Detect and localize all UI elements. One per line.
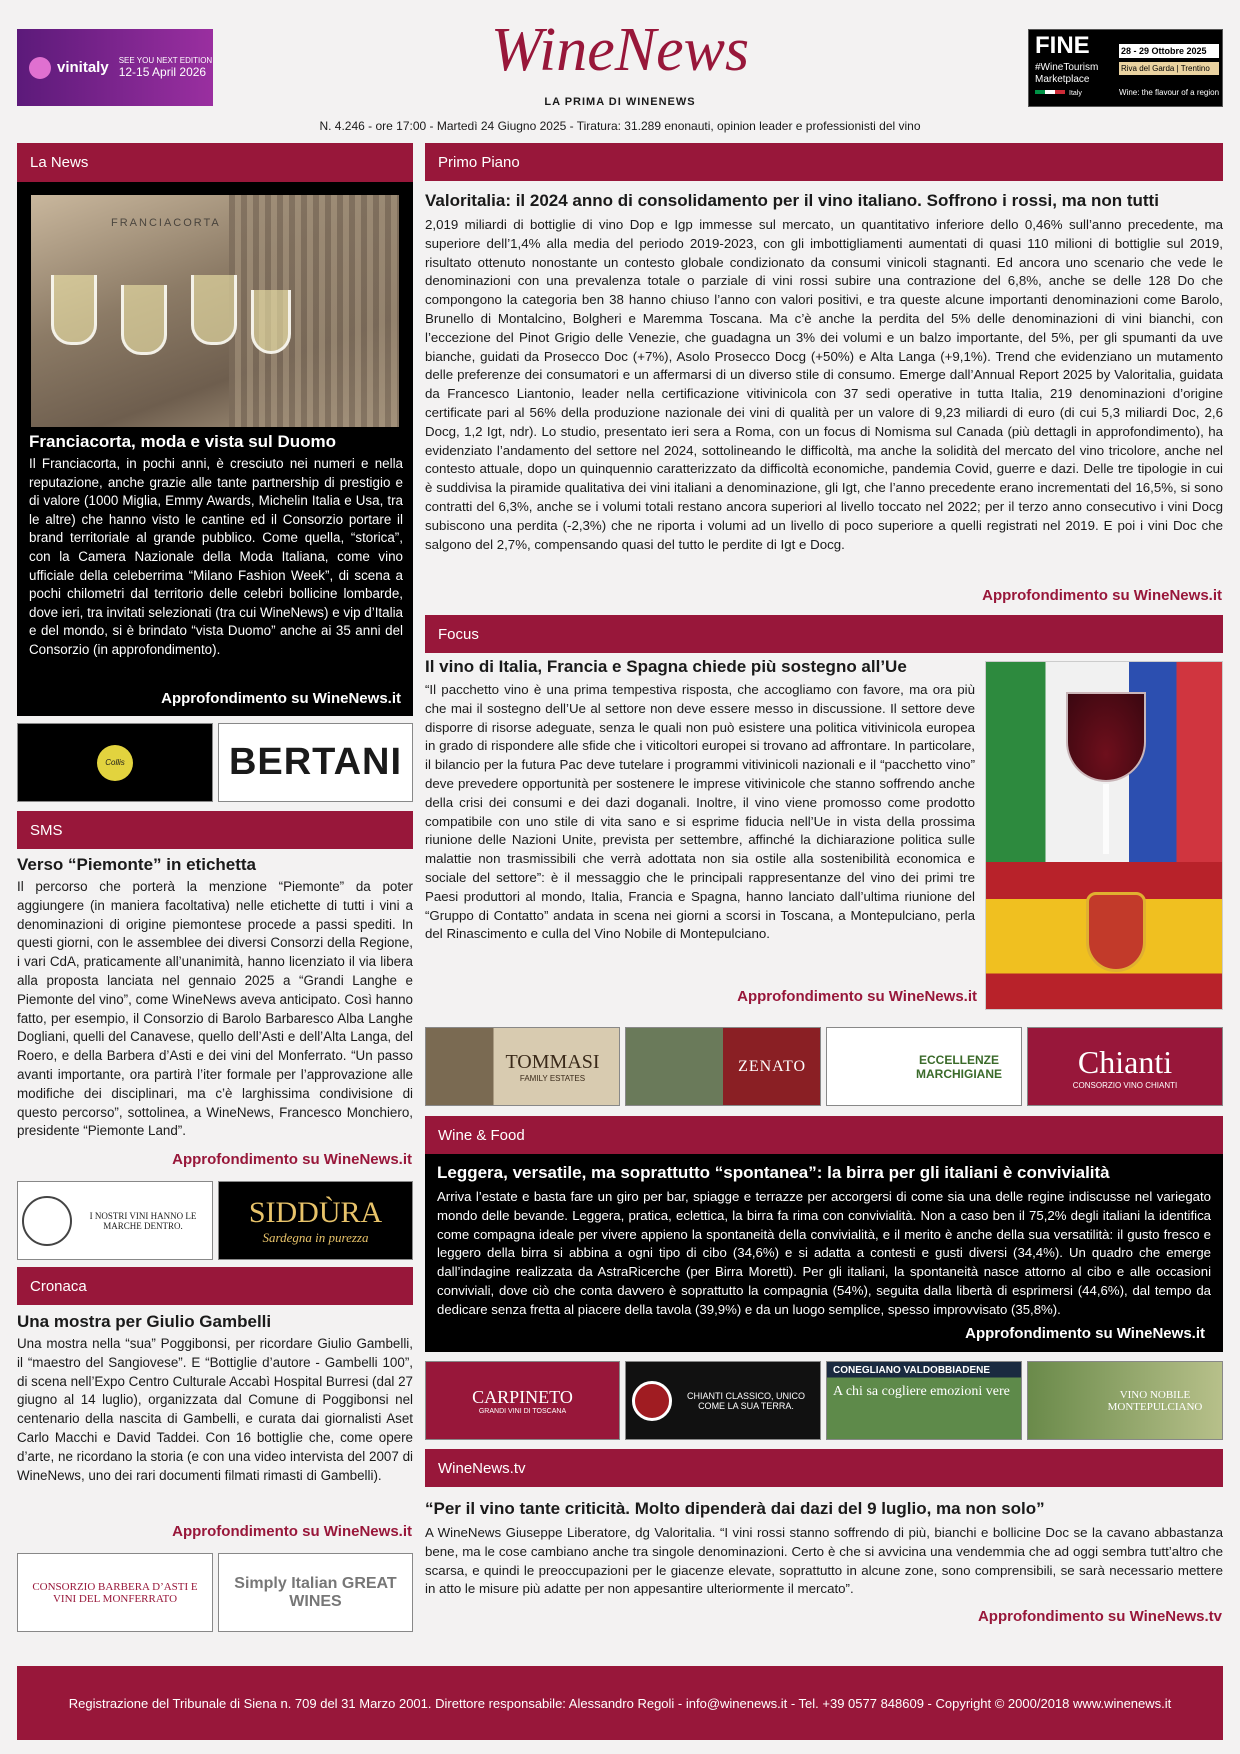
section-bar-winenews-tv — [425, 1449, 1223, 1487]
sms-title[interactable]: Verso “Piemonte” in etichetta — [17, 855, 257, 874]
wine-food-link[interactable]: Approfondimento su WineNews.it — [965, 1325, 1205, 1342]
primo-piano-link[interactable]: Approfondimento su WineNews.it — [982, 587, 1222, 604]
black-rooster-icon — [632, 1381, 672, 1421]
collis-logo-icon — [97, 745, 133, 781]
vinitaly-brand: vinitaly — [57, 59, 109, 76]
siddura-label: SIDDÙRA — [248, 1195, 383, 1229]
focus-image[interactable] — [985, 661, 1223, 1010]
ad-barbera[interactable] — [17, 1553, 213, 1632]
chianti-label: Chianti — [1077, 1043, 1173, 1080]
wine-food-title[interactable]: Leggera, versatile, ma soprattutto “spontanea”: la birra per gli italiani è convivialità — [437, 1163, 1110, 1182]
vinitaly-line1: SEE YOU NEXT EDITION — [118, 56, 213, 65]
wine-glasses — [41, 255, 301, 405]
section-bar-cronaca — [17, 1267, 413, 1305]
collis-label: Collis — [105, 758, 125, 767]
ad-bertani[interactable] — [218, 723, 413, 802]
tagline: LA PRIMA DI WINENEWS — [544, 96, 696, 108]
image-watermark: FRANCIACORTA — [111, 217, 221, 229]
spain-crest-icon — [1086, 892, 1146, 972]
ad-chianti-classico[interactable] — [625, 1361, 821, 1440]
wine-glass-icon — [1066, 692, 1146, 782]
focus-link[interactable]: Approfondimento su WineNews.it — [737, 988, 977, 1005]
focus-body: “Il pacchetto vino è una prima tempestiva risposta, che accogliamo con favore, ma ora più che mai il sostegno dell’Ue al settore non deve essere messo in discussione. Il settore deve disporre di risorse adeguate, senza le quali non può esistere una politica vitivinicola europea in grado di rispondere alle sfide che i viticoltori europei si trovano ad affrontare. In particolare, il bilancio per la futura Pac deve tutelare i programmi vitivinicoli nazionali e il “pacchetto vino” deve prevedere opportunità per sostenere le imprese vitivinicole che stanno soffrendo anche della crisi dei consumi e dei dazi doganali. Inoltre, il vino viene promosso come prodotto compatibile con uno stile di vita sano e si esprime fiducia nell’Ue in vista della prossima riunione delle Nazioni Unite, prevista per settembre, affinché la dichiarazione politica sulle malattie non trasmissibili che verrà adottata non sia ostile alla sostenibilità economica e sociale del settore”: è il messaggio che le principali rappresentanze del vino dei primi tre Paesi produttori al mondo, Italia, Francia e Spagna, hanno lanciato dall’ultima riunione del “Gruppo di Contatto” andata in scena nei giorni a scorsi in Toscana, a Montepulciano, perla del Rinascimento e culla del Vino Nobile di Montepulciano. — [425, 682, 975, 942]
site-logo[interactable] — [420, 14, 820, 94]
footer-text: Registrazione del Tribunale di Siena n. 709 del 31 Marzo 2001. Direttore responsabile: Alessandro Regoli - info@winenews.it - Tel. +39 0577 848609 - Copyright © 2000/2018 www.winenews.it — [68, 1695, 1172, 1711]
bertani-label: BERTANI — [228, 741, 403, 783]
issue-line: N. 4.246 - ore 17:00 - Martedì 24 Giugno 2025 - Tiratura: 31.289 enonauti, opinion leader e professionisti del vino — [319, 119, 921, 133]
simply-label: Simply Italian GREAT WINES — [234, 1574, 397, 1610]
focus-title[interactable]: Il vino di Italia, Francia e Spagna chiede più sostegno all’Ue — [425, 657, 907, 676]
ad-marchigiane[interactable] — [826, 1027, 1022, 1106]
marche-seal-icon — [22, 1196, 72, 1246]
winenews-tv-title[interactable]: “Per il vino tante criticità. Molto dipenderà dai dazi del 9 luglio, ma non solo” — [425, 1499, 1045, 1518]
siddura-sub: Sardegna in purezza — [262, 1229, 369, 1245]
vinitaly-ad[interactable] — [17, 29, 213, 106]
cronaca-title[interactable]: Una mostra per Giulio Gambelli — [17, 1312, 272, 1331]
primo-piano-title[interactable]: Valoritalia: il 2024 anno di consolidamento per il vino italiano. Soffrono i rossi, ma non tutti — [425, 191, 1159, 210]
zenato-label: ZENATO — [738, 1057, 806, 1075]
fine-place: Riva del Garda | Trentino — [1119, 62, 1219, 75]
section-bar-primo-piano — [425, 143, 1223, 181]
section-bar-wine-food — [425, 1116, 1223, 1154]
cronaca-link[interactable]: Approfondimento su WineNews.it — [172, 1523, 412, 1540]
fine-dates: 28 - 29 Ottobre 2025 — [1119, 44, 1219, 58]
section-label: La News — [30, 154, 89, 171]
section-label: Focus — [438, 625, 479, 643]
section-label: Cronaca — [30, 1277, 87, 1295]
la-news-link[interactable]: Approfondimento su WineNews.it — [161, 690, 401, 707]
ad-marche[interactable] — [17, 1181, 213, 1260]
conegliano-sub: A chi sa cogliere emozioni vere — [833, 1384, 1010, 1399]
marchigiane-label: ECCELLENZE MARCHIGIANE — [916, 1052, 1002, 1081]
ad-chianti[interactable] — [1027, 1027, 1223, 1106]
la-news-box — [17, 182, 413, 716]
carpineto-sub: GRANDI VINI DI TOSCANA — [478, 1407, 567, 1415]
cronaca-body: Una mostra nella “sua” Poggibonsi, per ricordare Giulio Gambelli, il “maestro del Sangiovese”. E “Bottiglie d’autore - Gambelli 100”, di scena nell’Expo Centro Culturale Accabì Hospital Burresi (dal 27 giugno al 14 luglio), organizzata dal Comune di Poggibonsi nel centenario della nascita di Gambelli, e curata dai giornalisti Aset Carlo Macchi e David Taddei. Con 16 bottiglie che, come opere d’arte, ne ricordano la storia (e con una video intervista del 2007 di WineNews, uno dei rari documenti filmati rimasti di Gambelli). — [17, 1336, 413, 1483]
sms-body: Il percorso che porterà la menzione “Piemonte” da poter aggiungere (in maniera facoltativa) nelle etichette di tutti i vini a denominazioni di origine piemontese procede a passi spediti. In questi giorni, con le assemblee dei diversi Consorzi della Regione, i vari CdA, praticamente all’unanimità, hanno licenziato il via libera alla proposta lanciata nel gennaio 2025 a “Grandi Langhe e Piemonte del vino”, come WineNews aveva anticipato. Così hanno fatto, per esempio, il Consorzio di Barolo Barbaresco Alba Langhe Dogliani, quelli del Canavese, quello dell’Asti e dell’Alta Langa, del Roero, e della Barbera d’Asti e dei vini del Monferrato. “Un passo avanti importante, ora partirà l’iter formale per l’approvazione alle modifiche dei disciplinari, ma c’è larghissima condivisione di questo percorso”, sottolinea, a WineNews, Francesco Monchiero, presidente “Piemonte Land”. — [17, 879, 413, 1139]
chianti-classico-label: CHIANTI CLASSICO, UNICO COME LA SUA TERRA. — [686, 1390, 805, 1411]
winenews-tv-link[interactable]: Approfondimento su WineNews.tv — [977, 1608, 1222, 1625]
vinitaly-line2: 12-15 April 2026 — [118, 65, 207, 79]
tommasi-label: TOMMASI — [505, 1050, 600, 1073]
carpineto-label: CARPINETO — [472, 1386, 573, 1407]
wine-food-box — [425, 1154, 1223, 1352]
la-news-body: Il Franciacorta, in pochi anni, è cresciuto nei numeri e nella reputazione, anche grazie alle tante partnership di prestigio e di valore (1000 Miglia, Emmy Awards, Michelin Italia e Usa, tra le altre) che hanno visto le cantine ed il Consorzio portare il brand territoriale al grande pubblico. Come quella, “storica”, con la Camera Nazionale della Moda Italiana, come vino ufficiale della celeberrima “Milano Fashion Week”, di scena a pochi chilometri dal territorio delle celebri bollicine lombarde, dove ieri, tra invitati selezionati (tra cui WineNews) e vip d’Italia e del mondo, si è brindato “vista Duomo” anche ai 35 anni del Consorzio (in approfondimento). — [29, 456, 403, 657]
section-label: Primo Piano — [438, 153, 520, 171]
section-bar-la-news — [17, 143, 413, 182]
fine-brand: FINE — [1035, 32, 1090, 59]
section-label: SMS — [30, 821, 63, 839]
section-bar-focus — [425, 615, 1223, 653]
wine-food-body: Arriva l’estate e basta fare un giro per bar, spiagge e terrazze per accorgersi di come sia una delle regine indiscusse nel variegato mondo delle bevande. Leggera, pratica, eclettica, la birra fa rima con convivialità. Non a caso ben il 75,2% degli italiani la identifica come compagna ideale per vivere appieno la spontaneità della convivialità, e il merito è anche della sua versatilità: il gusto fresco e leggero della birra si abbina a ogni tipo di cibo (34,6%) e si adatta a contesti e gusti diversi (34,4%). Un quadro che emerge dall’indagine realizzata da AstraRicerche (per Birra Moretti). Per gli italiani, la spontaneità nasce attorno al cibo e alle occasioni conviviali, dove ciò che conta davvero è soprattutto la compagnia (54%), seguita dalla libertà di esprimersi (44,6%), dal tempo da dedicare senza fretta al piacere della tavola (39,9%) e da un luogo semplice, spesso improvvisato (35,8%). — [437, 1189, 1211, 1317]
marche-label: I NOSTRI VINI HANNO LE MARCHE DENTRO. — [89, 1210, 197, 1231]
vinitaly-logo-icon — [29, 57, 51, 79]
logo-text: WineNews — [490, 16, 750, 84]
chianti-sub: CONSORZIO VINO CHIANTI — [1072, 1080, 1178, 1090]
wine-glass-stem — [1103, 784, 1109, 854]
fine-flag-icon — [1035, 90, 1065, 94]
vino-nobile-label: VINO NOBILE MONTEPULCIANO — [1107, 1388, 1203, 1413]
tommasi-sub: FAMILY ESTATES — [519, 1073, 586, 1083]
winenews-tv-body: A WineNews Giuseppe Liberatore, dg Valoritalia. “I vini rossi stanno soffrendo di più, bianchi e bollicine Doc se la cavano abbastanza bene, ma le cose cambiano anche tra singole denominazioni. Certo è che si avvicina una vendemmia che ad oggi sembra tutt’altro che scarsa, e quindi le preoccupazioni per le giacenze elevate, soprattutto in alcune zone, sono comprensibili, se sarà necessario mettere in atto le misure più adatte per non appesantire ulteriormente il mercato”. — [425, 1525, 1223, 1597]
footer — [17, 1666, 1223, 1740]
fine-country: Italy — [1069, 90, 1082, 97]
la-news-image[interactable] — [31, 195, 399, 427]
conegliano-label: CONEGLIANO VALDOBBIADENE — [833, 1365, 991, 1376]
barbera-label: CONSORZIO BARBERA D’ASTI E VINI DEL MONFERRATO — [32, 1580, 198, 1605]
ad-vino-nobile[interactable] — [1027, 1361, 1223, 1440]
primo-piano-body: 2,019 miliardi di bottiglie di vino Dop e Igp immesse sul mercato, un quantitativo inferiore dello 0,46% sull’anno precedente, ma superiore dell’1,4% alla media del periodo 2019-2023, con gli imbottigliamenti aumentati di quasi 110 milioni di bottiglie sul 2019, risultato ottenuto nonostante un contesto globale condizionato da consumi vinicoli stagnanti. Ed ancora uno scenario che vede le denominazioni con una prevalenza totale o parziale di vini rossi subire una contrazione del 6,8%, anche se delle 128 Do che compongono la categoria ben 38 hanno chiuso l’anno con valori positivi, e tra queste alcune importanti denominazioni come Barolo, Brunello di Montalcino, Bolgheri e Maremma Toscana. Ma c’è anche la perdita del 5% delle denominazioni di vini bianchi, con l’eccezione del Pinot Grigio delle Venezie, che guadagna un 3% dei volumi e un balzo importante, del 5%, per gli spumanti da uve bianche, guidati da Prosecco Doc (+7%), Asolo Prosecco Docg (+50%) e Alta Langa (+9,1%). Trend che evidenziano un mutamento delle preferenze dei consumatori e un affermarsi di un diverso stile di consumo. Emerge dall’Annual Report 2025 by Valoritalia, guidata da Francesco Liantonio, leader nella certificazione vitivinicola con 37 sedi operative in tutta Italia, 219 denominazioni d’origine certificate pari al 56% della produzione nazionale dei vini di qualità per un valore di 9,23 miliardi di euro (di cui 5,3 miliardi Doc, 2,6 Docg, 1,2 Igt, ndr). Lo studio, presentato ieri sera a Roma, con un focus di Nomisma sul Canada (più dettagli in approfondimento), ha evidenziato l’andamento del settore nel 2024, sottolineando le difficoltà, ma anche la solidità del mercato del vino tricolore, anche nel contesto attuale, dopo un quinquennio caratterizzato da difficoltà economiche, pandemia Covid, guerre e dazi. Delle tre tipologie in cui è suddivisa la piramide qualitativa dei vini italiani a denominazione, gli Igt, che l’anno precedente erano incrementati del 16,5%, si sono contratti del 6,3%, anche se i volumi totali restano ancora superiori al livello toccato nel 2022; per il terzo anno consecutivo i vini Docg subiscono una perdita (-2,3%) che ne riporta i volumi ad un livello di poco superiore a quelli registrati nel 2019. E poi i vini Doc che salgono del 2,7%, compensando quasi del tutto le perdite di Igt e Docg. — [425, 217, 1223, 552]
ad-collis[interactable] — [17, 723, 213, 802]
section-bar-sms — [17, 811, 413, 849]
ad-carpineto[interactable] — [425, 1361, 620, 1440]
fine-ad[interactable] — [1028, 29, 1223, 107]
section-label: WineNews.tv — [438, 1459, 526, 1477]
fine-tag: Wine: the flavour of a region — [1119, 88, 1219, 97]
ad-siddura[interactable] — [218, 1181, 413, 1260]
la-news-title[interactable]: Franciacorta, moda e vista sul Duomo — [29, 432, 337, 451]
ad-simply-italian[interactable] — [218, 1553, 413, 1632]
fine-sub: #WineTourism Marketplace — [1035, 62, 1099, 85]
sms-link[interactable]: Approfondimento su WineNews.it — [172, 1151, 412, 1168]
section-label: Wine & Food — [438, 1126, 525, 1144]
ad-zenato[interactable] — [625, 1027, 821, 1106]
ad-tommasi[interactable] — [425, 1027, 620, 1106]
ad-conegliano[interactable] — [826, 1361, 1022, 1440]
